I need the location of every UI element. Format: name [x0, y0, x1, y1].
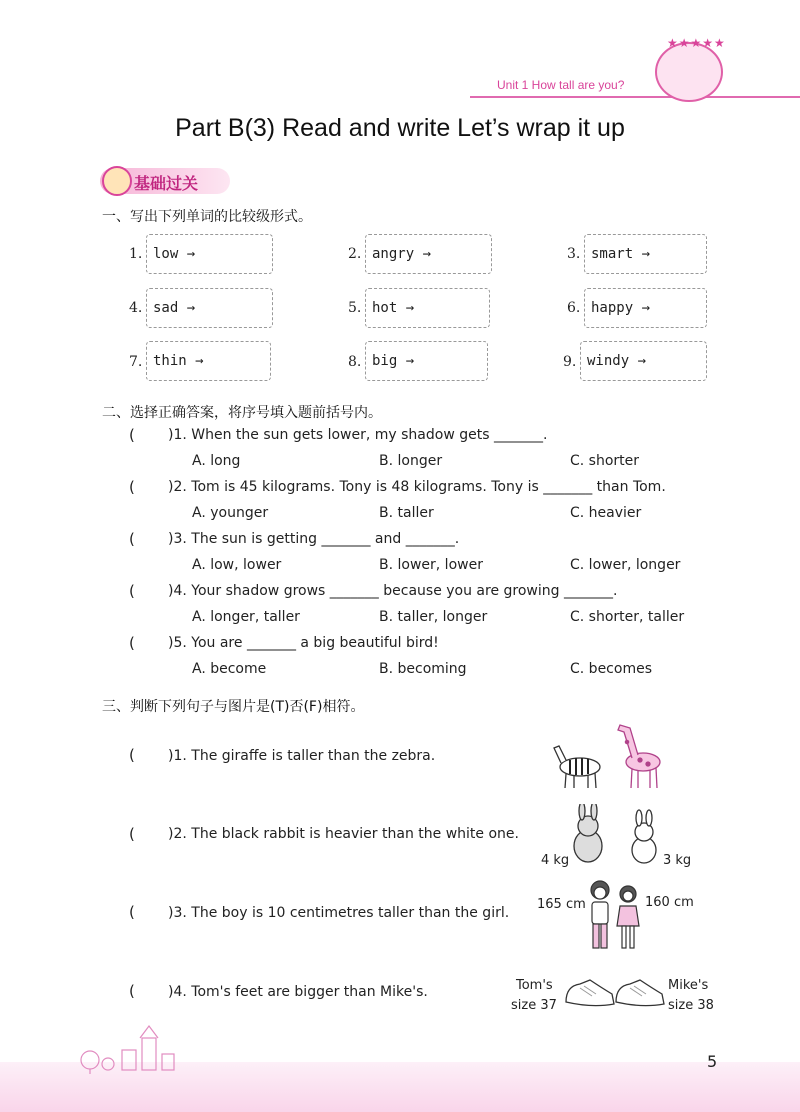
white-rabbit-icon: [632, 810, 656, 863]
part3-heading: 三、判断下列句子与图片是(T)否(F)相符。: [102, 699, 365, 715]
rabbit-weight-left: 4 kg: [541, 853, 570, 868]
answer-bracket[interactable]: (: [129, 478, 135, 496]
question-text: )5. You are _______ a big beautiful bird!: [168, 635, 439, 651]
girl-height-label: 160 cm: [645, 895, 694, 910]
statement-text: )3. The boy is 10 centimetres taller than the girl.: [168, 905, 510, 921]
tom-name-label: Tom's: [516, 978, 553, 993]
part2-heading: 二、选择正确答案，将序号填入题前括号内。: [102, 405, 382, 421]
zebra-icon: [554, 746, 600, 788]
word-box-low[interactable]: low →: [146, 234, 273, 274]
option-b[interactable]: B. lower, lower: [379, 557, 483, 573]
rabbit-weight-right: 3 kg: [663, 853, 692, 868]
children-illustration: [584, 878, 644, 952]
mike-name-label: Mike's: [668, 978, 709, 993]
option-c[interactable]: C. lower, longer: [570, 557, 681, 573]
unit-label: Unit 1 How tall are you?: [497, 78, 625, 92]
answer-bracket[interactable]: (: [129, 582, 135, 600]
word-box-big[interactable]: big →: [365, 341, 488, 381]
page-number: 5: [707, 1052, 718, 1071]
answer-bracket[interactable]: (: [129, 825, 135, 843]
option-a[interactable]: A. low, lower: [192, 557, 282, 573]
mascot-face-icon: [102, 166, 132, 196]
word-box-smart[interactable]: smart →: [584, 234, 707, 274]
option-a[interactable]: A. long: [192, 453, 241, 469]
answer-bracket[interactable]: (: [129, 746, 135, 764]
shoe-icon: [566, 980, 614, 1006]
boy-height-label: 165 cm: [537, 897, 586, 912]
item-number: 7.: [129, 354, 143, 370]
question-text: )4. Your shadow grows _______ because you are growing _______.: [168, 583, 618, 599]
option-a[interactable]: A. longer, taller: [192, 609, 300, 625]
question-text: )1. When the sun gets lower, my shadow gets _______.: [168, 427, 548, 443]
statement-text: )2. The black rabbit is heavier than the white one.: [168, 826, 519, 842]
word-box-thin[interactable]: thin →: [146, 341, 271, 381]
girl-icon: [617, 886, 639, 948]
boy-icon: [591, 881, 609, 948]
black-rabbit-icon: [574, 804, 602, 862]
question-text: )3. The sun is getting _______ and _______.: [168, 531, 460, 547]
shoe-icon: [616, 980, 664, 1006]
answer-bracket[interactable]: (: [129, 426, 135, 444]
star-icon: ★★★★★: [667, 36, 726, 50]
rabbits-illustration: [564, 804, 674, 868]
option-b[interactable]: B. becoming: [379, 661, 467, 677]
word-box-sad[interactable]: sad →: [146, 288, 273, 328]
item-number: 8.: [348, 354, 362, 370]
answer-bracket[interactable]: (: [129, 982, 135, 1000]
option-c[interactable]: C. shorter: [570, 453, 640, 469]
part1-heading: 一、写出下列单词的比较级形式。: [102, 209, 312, 225]
tom-size-label: size 37: [511, 998, 557, 1013]
word-box-happy[interactable]: happy →: [584, 288, 707, 328]
page-title: Part B(3) Read and write Let’s wrap it up: [175, 114, 625, 142]
item-number: 2.: [348, 246, 362, 262]
mike-size-label: size 38: [668, 998, 714, 1013]
option-b[interactable]: B. taller, longer: [379, 609, 488, 625]
option-a[interactable]: A. younger: [192, 505, 269, 521]
item-number: 3.: [567, 246, 581, 262]
statement-text: )1. The giraffe is taller than the zebra.: [168, 748, 436, 764]
item-number: 4.: [129, 300, 143, 316]
publisher-badge-logo: [655, 42, 723, 102]
option-b[interactable]: B. longer: [379, 453, 443, 469]
answer-bracket[interactable]: (: [129, 903, 135, 921]
option-a[interactable]: A. become: [192, 661, 267, 677]
item-number: 5.: [348, 300, 362, 316]
word-box-hot[interactable]: hot →: [365, 288, 490, 328]
answer-bracket[interactable]: (: [129, 634, 135, 652]
item-number: 1.: [129, 246, 143, 262]
shoes-illustration: [562, 974, 666, 1012]
item-number: 6.: [567, 300, 581, 316]
giraffe-icon: [618, 725, 660, 788]
word-box-windy[interactable]: windy →: [580, 341, 707, 381]
option-b[interactable]: B. taller: [379, 505, 434, 521]
option-c[interactable]: C. becomes: [570, 661, 652, 677]
answer-bracket[interactable]: (: [129, 530, 135, 548]
question-text: )2. Tom is 45 kilograms. Tony is 48 kilograms. Tony is _______ than Tom.: [168, 479, 666, 495]
zebra-giraffe-illustration: [548, 722, 670, 794]
section-banner-text: 基础过关: [134, 174, 199, 193]
option-c[interactable]: C. shorter, taller: [570, 609, 685, 625]
word-box-angry[interactable]: angry →: [365, 234, 492, 274]
statement-text: )4. Tom's feet are bigger than Mike's.: [168, 984, 428, 1000]
option-c[interactable]: C. heavier: [570, 505, 642, 521]
castle-decoration-icon: [72, 1024, 192, 1074]
item-number: 9.: [563, 354, 577, 370]
